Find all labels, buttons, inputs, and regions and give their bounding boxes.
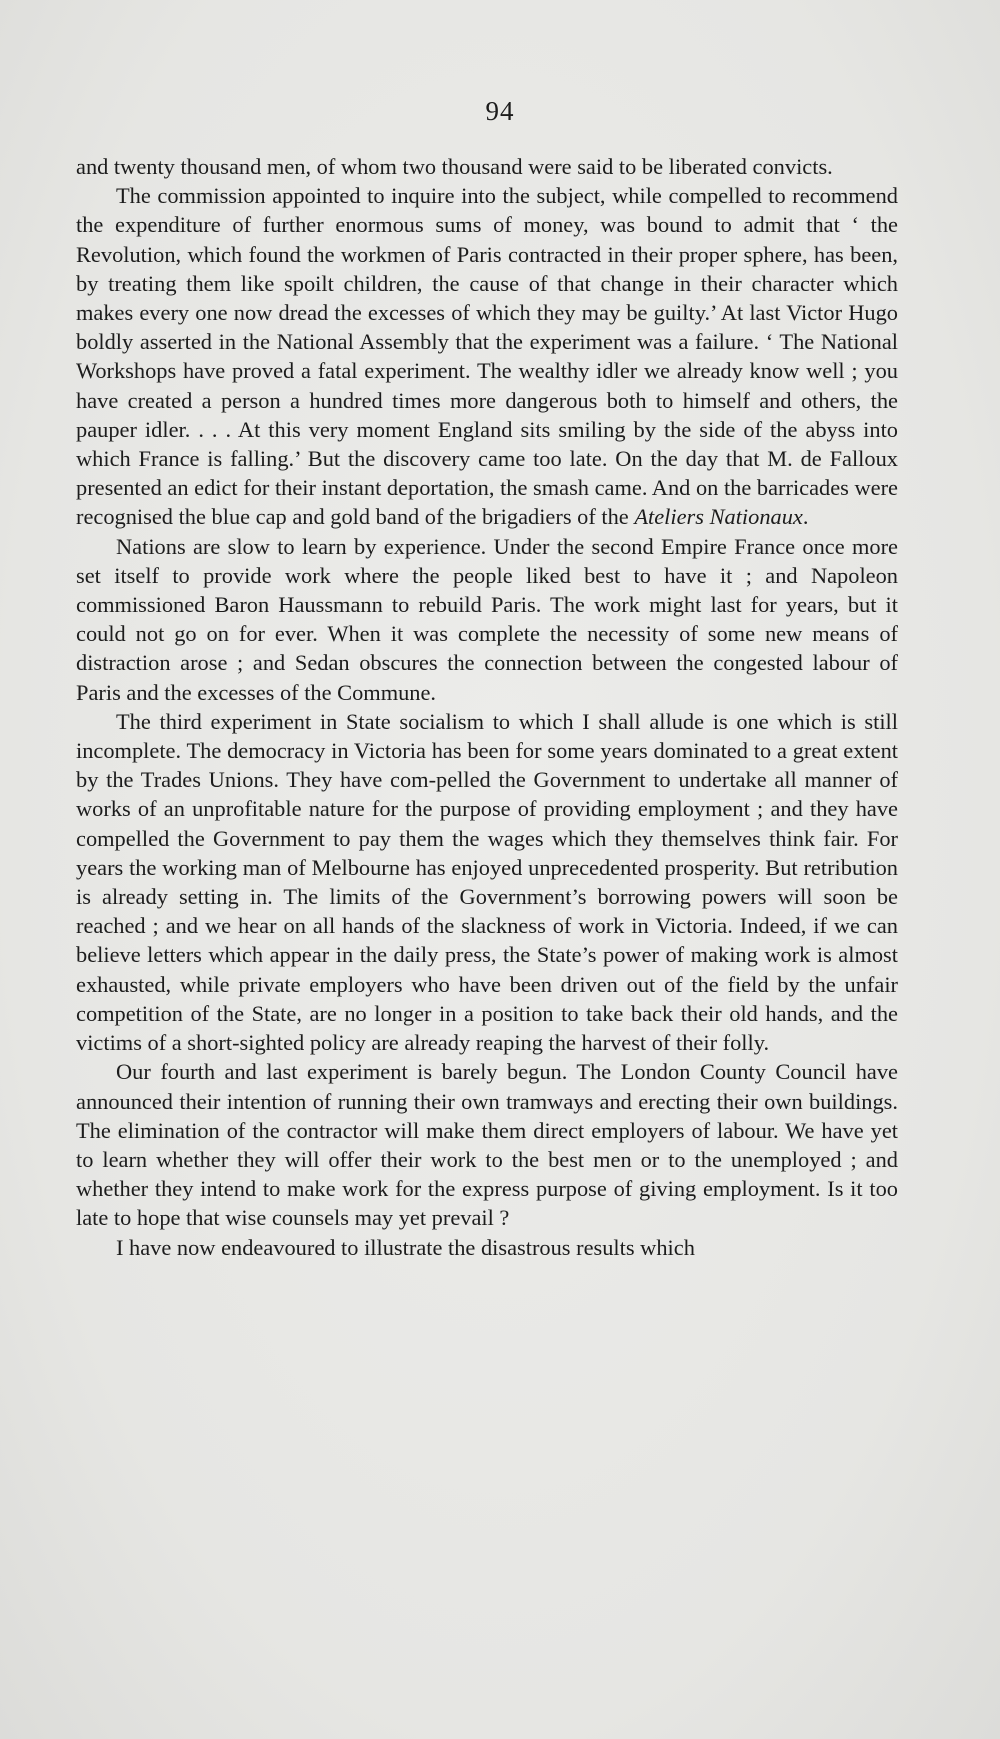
paragraph-text: The commission appointed to inquire into the subject, while compelled to recommend the expenditure of further enormous sums of money, was bound to admit that ‘ the Revolution, which found the workmen of Paris contracted in their proper sphere, has been, by treating them like spoilt children, the cause of that change in their character which makes every one now dread the excesses of which they may be guilty.’ At last Victor Hugo boldly asserted in the National Assembly that the experiment was a failure. ‘ The National Workshops have proved a fatal experiment. The wealthy idler we already know well ; you have created a person a hundred times more dangerous both to himself and others, the pauper idler. . . . At this very moment England sits smiling by the side of the abyss into which France is falling.’ But the discovery came too late. On the day that M. de Falloux presented an edict for their instant deportation, the smash came. And on the barricades were recognised the blue cap and gold band of the brigadiers of the [76,183,898,530]
paragraph-text: Our fourth and last experiment is barely begun. The London County Council have announced their intention of running their own tramways and erecting their own buildings. The elimination of the contractor will make them direct employers of labour. We have yet to learn whether they will offer their work to the best men or to the unemployed ; and whether they intend to make work for the express purpose of giving employment. Is it too late to hope that wise counsels may yet prevail ? [76,1059,898,1231]
paragraph-final-fragment [76,1233,898,1262]
body-text [76,152,898,1262]
paragraph-text: The third experiment in State socialism to which I shall allude is one which is still incomplete. The democracy in Victoria has been for some years dominated to a great extent by the Trades Unions. They have com-pelled the Government to undertake all manner of works of an unprofitable nature for the purpose of providing employment ; and they have compelled the Government to pay them the wages which they themselves think fair. For years the working man of Melbourne has enjoyed unprecedented prosperity. But retribution is already setting in. The limits of the Government’s borrowing powers will soon be reached ; and we hear on all hands of the slackness of work in Victoria. Indeed, if we can believe letters which appear in the daily press, the State’s power of making work is almost exhausted, while private employers who have been driven out of the field by the unfair competition of the State, are no longer in a position to take back their old hands, and the victims of a short-sighted policy are already reaping the harvest of their folly. [76,708,898,1056]
paragraph-commission [76,181,898,531]
paragraph-text: I have now endeavoured to illustrate the disastrous results which [116,1234,695,1260]
italic-phrase: Ateliers Nationaux [634,504,803,530]
page-number: 94 [485,96,515,126]
paragraph-london-county-council [76,1057,898,1232]
paragraph-victoria [76,707,898,1057]
paragraph-text: Nations are slow to learn by experience. Under the second Empire France once more set itself to provide work where the people liked best to have it ; and Napoleon commissioned Baron Haussmann to rebuild Paris. The work might last for years, but it could not go on for ever. When it was complete the necessity of some new means of distraction arose ; and Sedan obscures the connection between the congested labour of Paris and the excesses of the Commune. [76,533,898,705]
paragraph-second-empire [76,532,898,707]
paragraph-continuation [76,152,898,181]
paragraph-text: and twenty thousand men, of whom two thousand were said to be liberated convicts. [76,154,833,179]
paragraph-text-end: . [802,504,809,530]
